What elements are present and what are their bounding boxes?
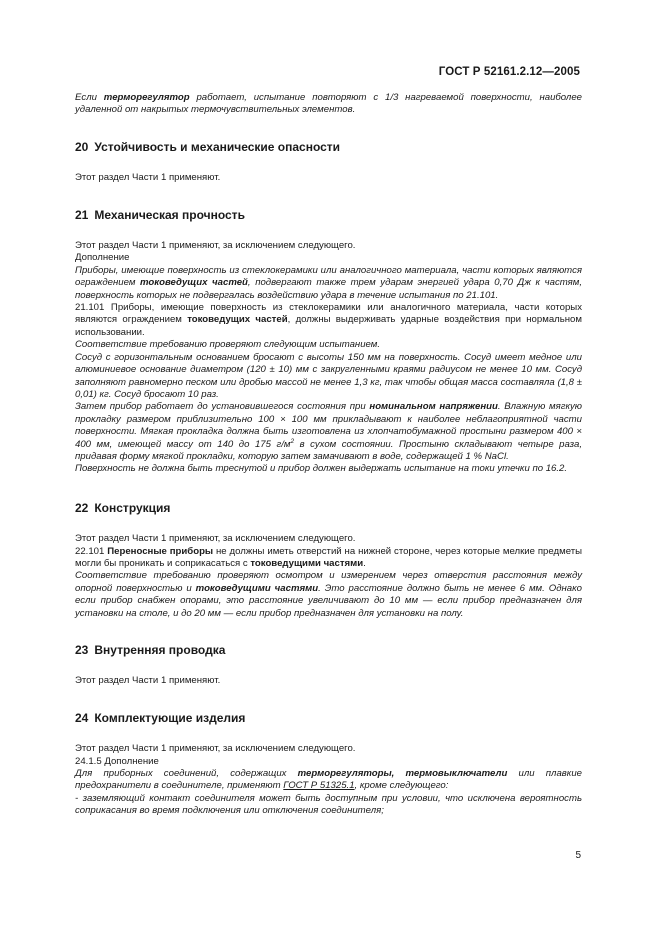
intro-paragraph: Если терморегулятор работает, испытание повторяют с 1/3 нагреваемой поверхности, наиболее удаленной от накрытых термочувствительных элементов. <box>75 92 583 116</box>
standard-header: ГОСТ Р 52161.2.12—2005 <box>438 66 580 78</box>
clause-24-1-5: 24.1.5 Дополнение <box>75 755 159 767</box>
section-23-text: Этот раздел Части 1 применяют. <box>75 675 221 687</box>
page-number: 5 <box>575 850 581 861</box>
section-21-addition-text: Приборы, имеющие поверхность из стеклокерамики или аналогичного материала, части которых являются ограждением токоведущих частей, подвергают также трем ударам энергией удара 0,70 Дж к частям, поверхность которых не подвергалась воздействию удара в течение испытания по 21.101. <box>75 264 583 301</box>
clause-21-101-test-2: Затем прибор работает до установившегося состояния при номинальном напряжении. Влажную мягкую прокладку размером приблизительно 100 × 100 мм прикладывают к наиболее неблагоприятной части поверхности. Мягкая прокладка должна быть изготовлена из хлопчатобумажной простыни размером 400 × 400 мм, имеющей массу от 140 до 175 $г/м^2$ в сухом состоянии. Простыню складывают четыре раза, придавая форму мягкой прокладки, которую затем замачивают в воде, содержащей 1 % NaCl. <box>75 401 582 462</box>
clause-21-101-check: Соответствие требованию проверяют следующим испытанием. <box>75 339 381 351</box>
section-20-text: Этот раздел Части 1 применяют. <box>75 172 221 184</box>
section-20-heading: 20 Устойчивость и механические опасности <box>75 139 341 154</box>
clause-21-101-test: Сосуд с горизонтальным основанием бросают с высоты 150 мм на поверхность. Сосуд имеет медное или алюминиевое основание диаметром (120 ± 10) мм с закругленными краями радиусом не менее 10 мм. Сосуд заполняют равномерно песком или дробью массой не менее 1,3 кг, так чтобы общая масса составляла (1,8 ± 0,01) кг. Сосуд бросают 10 раз. <box>75 351 582 400</box>
section-24-heading: 24 Комплектующие изделия <box>75 710 246 725</box>
clause-24-1-5-text: Для приборных соединений, содержащих терморегуляторы, термовыключатели или плавкие предохранители в соединителе, применяют ГОСТ Р 51325.1, кроме следующего: <box>75 768 582 792</box>
page-content <box>75 92 582 818</box>
clause-22-101-check: Соответствие требованию проверяют осмотром и измерением через отверстия расстояния между опорной поверхностью и токоведущими частями. Это расстояние должно быть не менее 6 мм. Однако если прибор снабжен опорами, это расстояние увеличивают до 10 мм — если прибор предназначен для установки на столе, и до 20 мм — если прибор предназначен для установки на полу. <box>75 570 582 619</box>
clause-21-101-result: Поверхность не должна быть треснутой и прибор должен выдержать испытание на токи утечки по 16.2. <box>75 463 568 475</box>
clause-22-101: 22.101 Переносные приборы не должны иметь отверстий на нижней стороне, через которые мелкие предметы могли бы проникать и соприкасаться с токоведущими частями. <box>75 545 583 569</box>
section-24-text-1: Этот раздел Части 1 применяют, за исключением следующего. <box>75 743 356 755</box>
standard-reference-link: ГОСТ Р 51325.1 <box>283 780 355 792</box>
clause-24-1-5-item: - заземляющий контакт соединителя может быть доступным при условии, что исключена вероятность соприкасания во время подключения или отключения соединителя; <box>75 792 582 817</box>
section-21-addition: Дополнение <box>75 252 130 264</box>
section-22-text-1: Этот раздел Части 1 применяют, за исключением следующего. <box>75 533 356 545</box>
section-21-heading: 21 Механическая прочность <box>75 207 245 222</box>
section-21-text-1: Этот раздел Части 1 применяют, за исключением следующего. <box>75 240 356 252</box>
section-23-heading: 23 Внутренняя проводка <box>75 643 226 657</box>
section-22-heading: 22 Конструкция <box>75 500 171 515</box>
clause-21-101: 21.101 Приборы, имеющие поверхность из стеклокерамики или аналогичного материала, части которых являются ограждением токоведущих частей, должны выдерживать ударные воздействия при нормальном использовании. <box>75 302 582 338</box>
